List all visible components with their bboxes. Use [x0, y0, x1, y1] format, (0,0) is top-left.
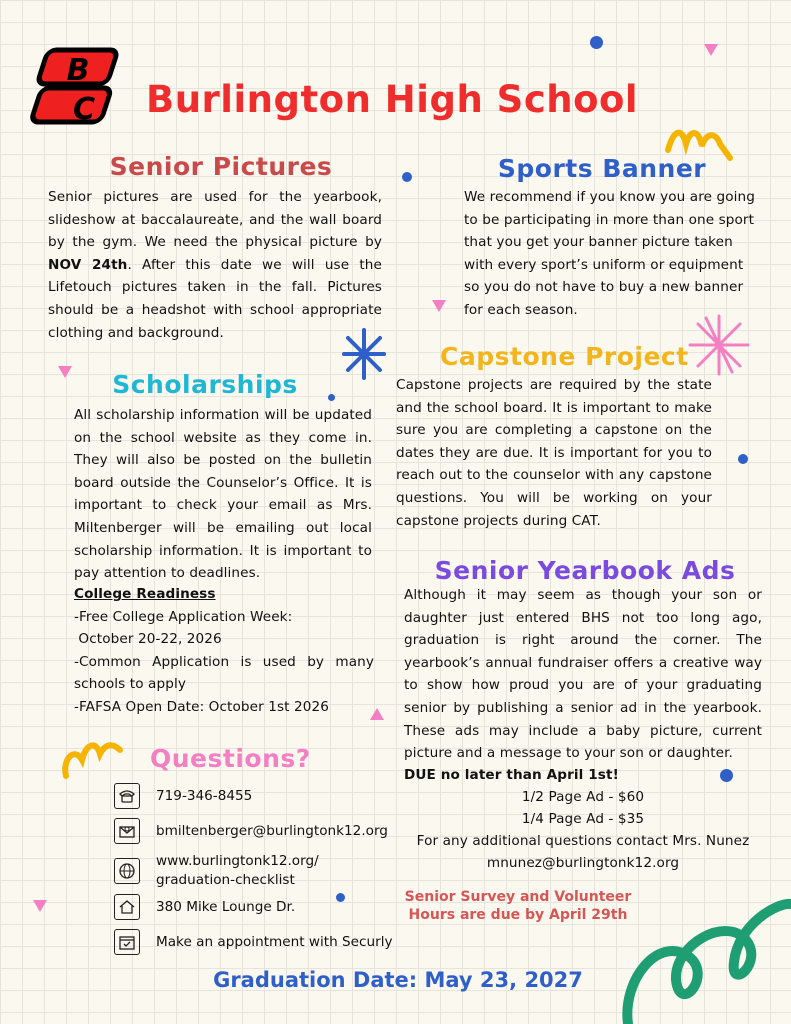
- college-item: -Common Application is used by many schools to apply: [74, 653, 374, 693]
- college-item: -Free College Application Week:: [74, 608, 293, 625]
- graduation-date: Graduation Date: May 23, 2027: [213, 968, 583, 992]
- contact-email[interactable]: [114, 818, 388, 844]
- contact-address-text: 380 Mike Lounge Dr.: [156, 898, 296, 915]
- capstone-heading: Capstone Project: [440, 342, 689, 371]
- senior-pictures-text-a: Senior pictures are used for the yearbook, slideshow at baccalaureate, and the wall board by the gym. We need the physical picture by: [48, 189, 382, 251]
- yearbook-ads-text: Although it may seem as though your son or daughter just entered BHS not too long ago, graduation is right around the corner. The yearbook’s annual fundraiser offers a creative way to show how proud you are of your graduating senior by publishing a senior ad in the yearbook. These ads may include a baby picture, current picture and a message to your son or daughter.: [404, 587, 762, 762]
- contact-website-text: www.burlingtonk12.org/ graduation-checklist: [156, 853, 319, 888]
- sports-banner-text: We recommend if you know you are going to be participating in more than one sport that you get your banner picture taken with every sport’s uniform or equipment so you do not have to buy a new banner for each season.: [464, 189, 755, 318]
- decor-dot: [738, 454, 748, 464]
- svg-text:C: C: [72, 92, 96, 127]
- senior-pictures-heading: Senior Pictures: [109, 152, 333, 181]
- decor-triangle: [58, 366, 72, 378]
- senior-pictures-text-b: . After this date we will use the Lifetouch pictures taken in the fall. Pictures should be a headshot with school appropriate clothing and background.: [48, 256, 382, 341]
- senior-pictures-text: [48, 186, 382, 344]
- scholarships-heading: Scholarships: [112, 370, 298, 399]
- decor-dot: [590, 36, 603, 49]
- svg-text:B: B: [66, 53, 90, 88]
- yearbook-price: 1/4 Page Ad - $35: [521, 811, 645, 827]
- sports-banner-heading: Sports Banner: [497, 154, 707, 183]
- school-logo: [22, 44, 134, 130]
- contact-email-text: bmiltenberger@burlingtonk12.org: [156, 822, 388, 839]
- yearbook-contact: For any additional questions contact Mrs. Nunez: [416, 833, 750, 849]
- decor-dot: [402, 172, 412, 182]
- yearbook-ads-heading: Senior Yearbook Ads: [434, 556, 736, 585]
- decor-dot: [720, 769, 733, 782]
- senior-survey-note: Senior Survey and Volunteer Hours are due by April 29th: [404, 889, 632, 923]
- calendar-icon: [114, 929, 140, 955]
- scholarships-text: All scholarship information will be updated on the school website as they come in. They will also be posted on the bulletin board outside the Counselor’s Office. It is important to check your email as Mrs. Miltenberger will be emailing out local scholarship information. It is important to pay attention to deadlines.: [74, 407, 372, 582]
- decor-triangle: [432, 300, 446, 312]
- capstone-text: Capstone projects are required by the state and the school board. It is important to make sure you are completing a capstone on the dates they are due. It is important for you to reach out to the counselor with any capstone questions. You will be working on your capstone projects during CAT.: [396, 377, 712, 529]
- contact-phone-text: 719-346-8455: [156, 787, 253, 804]
- yearbook-price: 1/2 Page Ad - $60: [521, 789, 645, 805]
- decor-triangle: [33, 900, 47, 912]
- yearbook-contact-email[interactable]: mnunez@burlingtonk12.org: [486, 855, 680, 871]
- home-icon: [114, 894, 140, 920]
- yearbook-ads-due: DUE no later than April 1st!: [404, 767, 619, 783]
- globe-icon: [114, 858, 140, 884]
- decor-dot: [336, 893, 345, 902]
- decor-star-pink: [686, 312, 752, 378]
- decor-triangle: [704, 44, 718, 56]
- contact-website[interactable]: [114, 852, 319, 890]
- contact-appointment[interactable]: [114, 929, 393, 955]
- college-readiness-heading: College Readiness: [74, 586, 216, 602]
- senior-pictures-deadline: NOV 24th: [48, 256, 128, 273]
- decor-squiggle-yellow: [60, 736, 126, 782]
- phone-icon: [114, 783, 140, 809]
- questions-heading: Questions?: [150, 744, 311, 773]
- email-icon: [114, 818, 140, 844]
- college-item: -FAFSA Open Date: October 1st 2026: [74, 698, 329, 715]
- decor-swirl-green: [618, 880, 791, 1024]
- school-name: Burlington High School: [146, 78, 639, 121]
- college-item: October 20-22, 2026: [74, 631, 222, 648]
- contact-appointment-text: Make an appointment with Securly: [156, 933, 393, 950]
- college-readiness: [74, 583, 374, 719]
- contact-address[interactable]: [114, 894, 295, 920]
- contact-phone[interactable]: [114, 783, 252, 809]
